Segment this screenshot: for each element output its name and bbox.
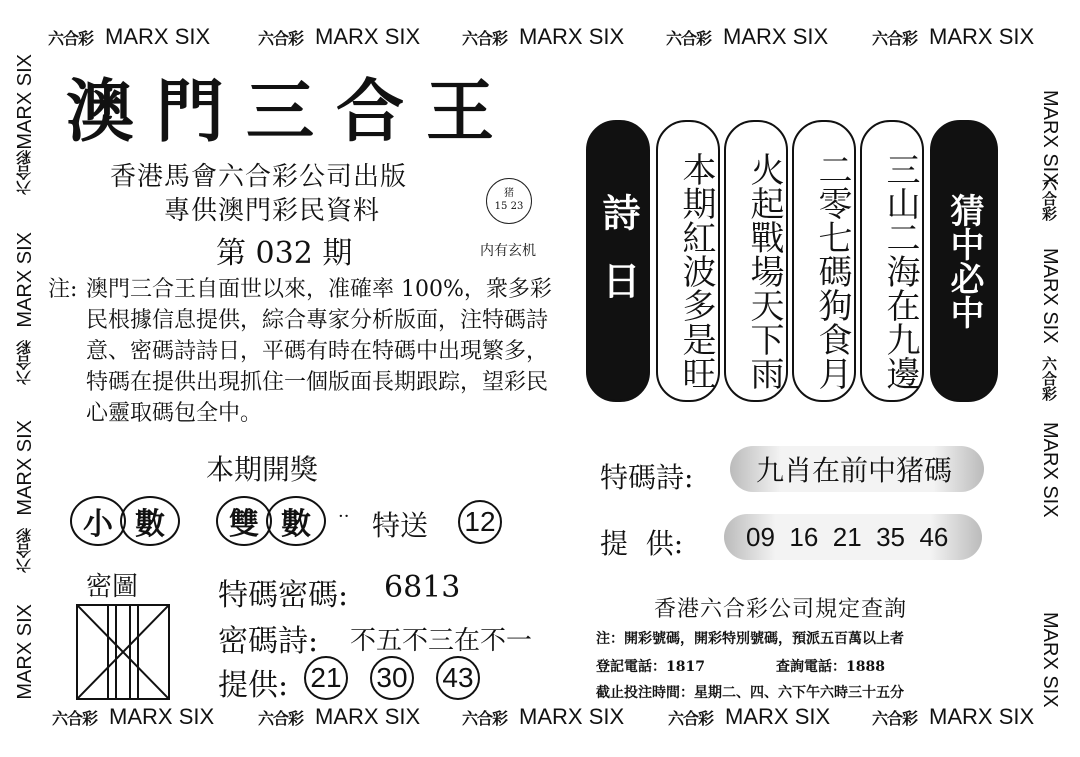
footer-line-1: 注：開彩號碼，開彩特別號碼，預派五百萬以上者 (596, 631, 904, 647)
prize-dots: ·· (338, 506, 350, 527)
code-value: 6813 (384, 570, 461, 605)
border-left-5: MARX SIX (14, 420, 36, 516)
border-right-2: 六合彩 (1040, 176, 1057, 221)
page-title: 澳門三合王 (66, 72, 517, 152)
border-left-7: MARX SIX (14, 604, 36, 700)
special-label: 特送 (372, 509, 429, 542)
secret-chart-grid (78, 606, 168, 698)
special-ball: 12 (458, 500, 502, 544)
border-left-3: MARX SIX (14, 232, 36, 328)
provide-numbers-label: 提 供: (600, 527, 684, 560)
poem-label: 密碼詩: (218, 624, 319, 659)
footer-line-3: 截止投注時間：星期二、四、六下午六時三十五分 (596, 685, 904, 701)
border-top-2: 六合彩 MARX SIX (258, 24, 421, 49)
border-bottom-3: 六合彩 MARX SIX (462, 704, 625, 729)
provide-ball-2: 30 (370, 656, 414, 700)
provide-label: 提供: (218, 668, 289, 703)
footer-line-2b: 查詢電話：1888 (776, 659, 885, 675)
seal-zodiac: 猪 (504, 188, 514, 199)
double-circle: 雙 (216, 496, 272, 546)
border-right-5: MARX SIX (1039, 422, 1061, 518)
footer-line-2a: 登記電話：1817 (596, 659, 705, 675)
border-left-1: MARX SIX (14, 54, 36, 150)
scroll-col-4: 三山二海在九邊 (860, 120, 924, 402)
special-poem-value: 九肖在前中猪碼 (730, 446, 984, 492)
border-left-6: 六合彩 (16, 528, 33, 573)
border-left-2: 六合彩 (16, 150, 33, 195)
poem-value: 不五不三在不一 (350, 626, 533, 656)
number-circle-1: 數 (120, 496, 180, 546)
secret-chart-label: 密圖 (86, 572, 139, 602)
border-bottom-1: 六合彩 MARX SIX (52, 704, 215, 729)
provide-numbers-value: 09 16 21 35 46 (724, 514, 982, 560)
border-right-1: MARX SIX (1039, 90, 1061, 186)
scroll-col-3: 二零七碼狗食月 (792, 120, 856, 402)
scroll-poem-day: 詩日 (586, 120, 650, 402)
border-bottom-4: 六合彩 MARX SIX (668, 704, 831, 729)
hint-text: 内有玄机 (480, 243, 536, 259)
border-left-4: 六合彩 (16, 340, 33, 385)
number-circle-2: 數 (266, 496, 326, 546)
provide-ball-1: 21 (304, 656, 348, 700)
border-top-4: 六合彩 MARX SIX (666, 24, 829, 49)
subtitle-publisher: 香港馬會六合彩公司出版 (110, 162, 408, 192)
small-circle: 小 (70, 496, 126, 546)
prize-heading: 本期開獎 (206, 453, 319, 486)
border-right-3: MARX SIX (1039, 248, 1061, 344)
note-block (48, 274, 558, 429)
issue-number: 第 032 期 (216, 236, 353, 271)
secret-chart (76, 604, 170, 700)
border-right-6: MARX SIX (1039, 612, 1061, 708)
note-label: 注: (48, 277, 78, 302)
zodiac-seal (486, 178, 532, 224)
border-bottom-5: 六合彩 MARX SIX (872, 704, 1035, 729)
provide-ball-3: 43 (436, 656, 480, 700)
note-text: 澳門三合王自面世以來，准確率 100%，衆多彩民根據信息提供，綜合專家分析版面，注特碼詩意、密碼詩詩日，平碼有時在特碼中出現繁多，特碼在提供出現抓住一個版面長期跟踪，望彩民心靈取碼包全中。 (86, 277, 552, 426)
scroll-col-1: 本期紅波多是旺 (656, 120, 720, 402)
border-top-1: 六合彩 MARX SIX (48, 24, 211, 49)
code-label: 特碼密碼: (218, 578, 349, 613)
border-top-5: 六合彩 MARX SIX (872, 24, 1035, 49)
footer-heading: 香港六合彩公司規定查詢 (654, 597, 908, 622)
seal-numbers: 15 23 (494, 201, 524, 212)
border-top-3: 六合彩 MARX SIX (462, 24, 625, 49)
subtitle-audience: 專供澳門彩民資料 (164, 196, 381, 226)
border-right-4: 六合彩 (1040, 356, 1057, 401)
scroll-guess: 猜中必中 (930, 120, 998, 402)
border-bottom-2: 六合彩 MARX SIX (258, 704, 421, 729)
scroll-col-2: 火起戰場天下雨 (724, 120, 788, 402)
special-poem-label: 特碼詩: (600, 461, 694, 494)
